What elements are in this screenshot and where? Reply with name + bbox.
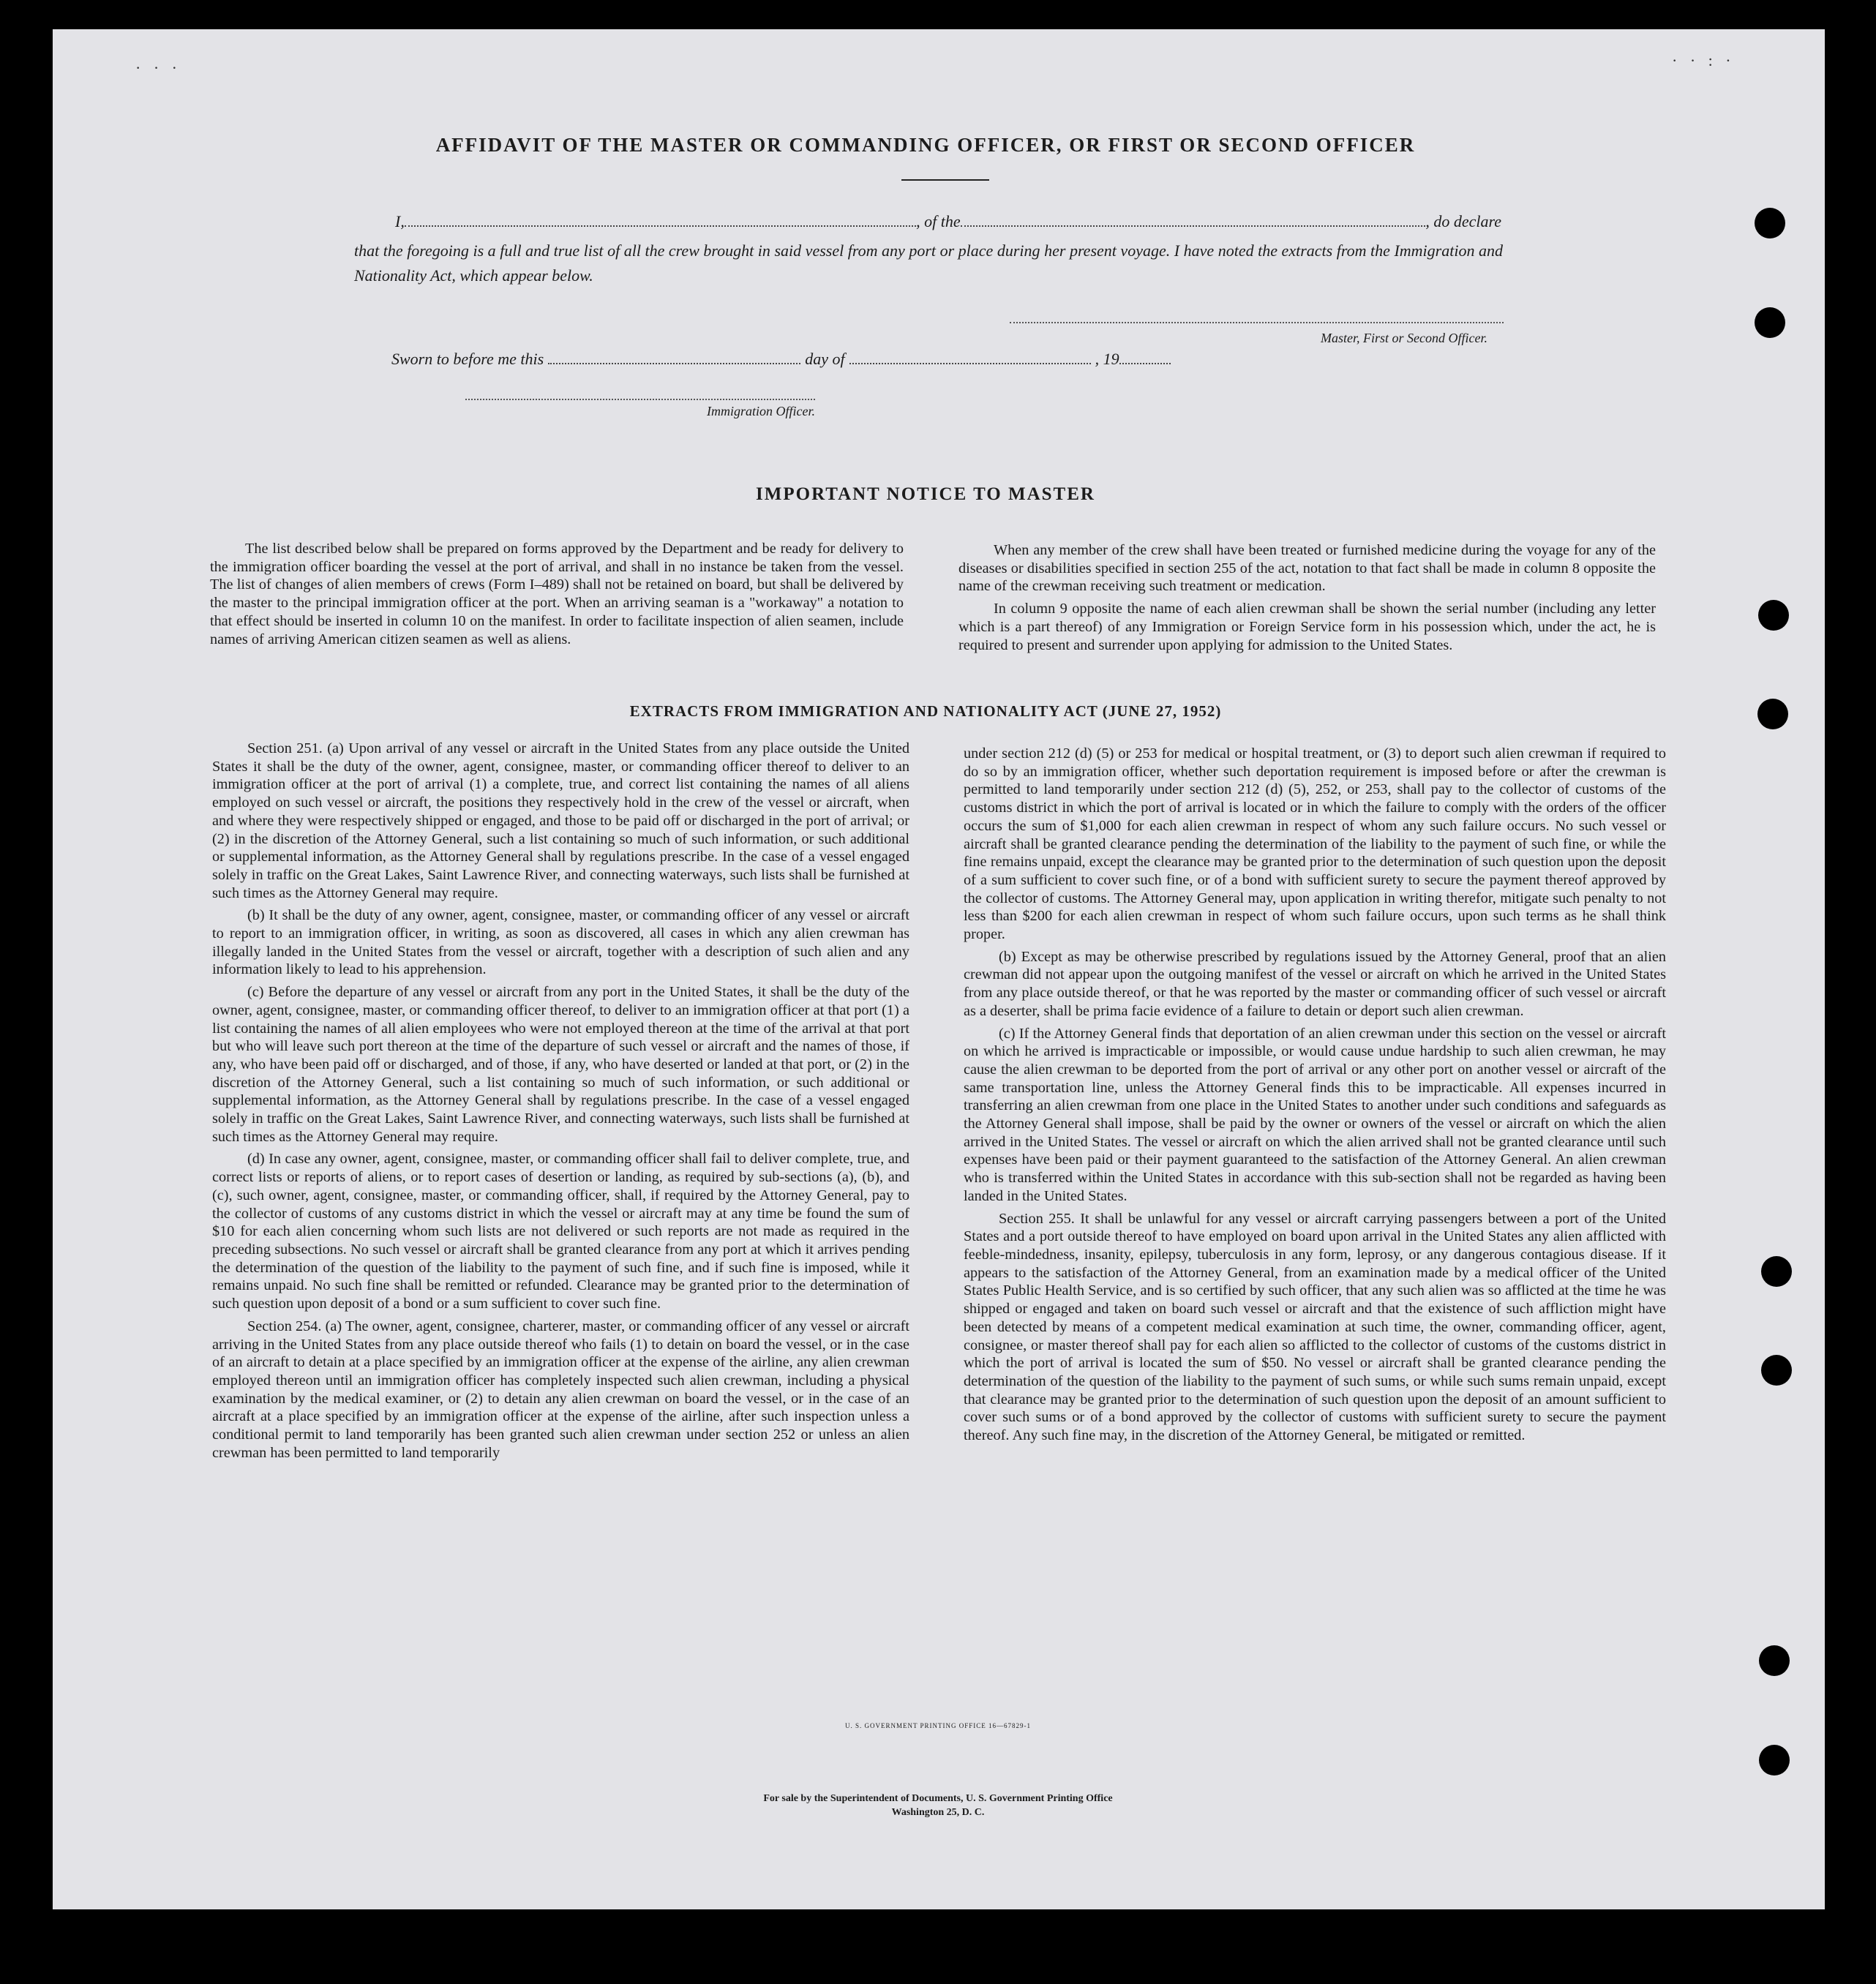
day-of: day of bbox=[805, 350, 845, 368]
extracts-title: EXTRACTS FROM IMMIGRATION AND NATIONALITY ACT (JUNE 27, 1952) bbox=[629, 702, 1222, 720]
declare-of-the: , of the bbox=[916, 212, 961, 230]
punch-hole bbox=[1758, 600, 1789, 631]
punch-hole bbox=[1761, 1256, 1792, 1287]
scan-specks: · · : · bbox=[1672, 51, 1736, 69]
punch-hole bbox=[1755, 208, 1785, 238]
declare-end: , do declare bbox=[1425, 212, 1501, 230]
day-blank[interactable] bbox=[548, 350, 800, 364]
notice-paragraph: When any member of the crew shall have been treated or furnished medicine during the voyage for any of the diseases or disabilities specified in section 255 of the act, notation to that fact shall be made in column 8 opposite the name of the crewman receiving such treatment or medication. bbox=[958, 542, 1656, 595]
notice-right-column bbox=[958, 541, 1656, 658]
punch-hole bbox=[1759, 1745, 1790, 1776]
master-signature-line[interactable] bbox=[1010, 322, 1504, 323]
title-underline bbox=[901, 179, 989, 181]
section-251-c: (c) Before the departure of any vessel or aircraft from any port in the United States, it shall be the duty of the owner, agent, consignee, master, or commanding officer thereof, to deliver to an immigration officer at that port (1) a list containing the names of all alien employees who were not employed thereon at the time of the arrival at that port but who will leave such port thereon at the time of the departure of such vessel or aircraft and the names of those, if any, who have been paid off or discharged, and of those, if any, who have deserted or landed at that port, or (2) in the discretion of the Attorney General, such a list containing so much of such information, or such additional or supplemental information, as the Attorney General shall by regulations prescribe. In the case of a vessel engaged solely in traffic on the Great Lakes, Saint Lawrence River, and connecting waterways, such lists shall be furnished at such times as the Attorney General may require. bbox=[212, 984, 909, 1145]
foregoing-statement: that the foregoing is a full and true list of all the crew brought in said vessel from any port or place during her present voyage. I have noted the extracts from the Immigration and Nationality Act, which appear below. bbox=[354, 241, 1503, 285]
extracts-left-column bbox=[212, 740, 909, 1466]
affidavit-title: AFFIDAVIT OF THE MASTER OR COMMANDING OFFICER, OR FIRST OR SECOND OFFICER bbox=[435, 134, 1416, 156]
section-254-b: (b) Except as may be otherwise prescribed by regulations issued by the Attorney General, proof that an alien crewman did not appear upon the outgoing manifest of the vessel or aircraft on which he arrived in the United States from any place outside thereof, or that he was reported by the master or commanding officer of such vessel or aircraft as a deserter, shall be prima facie evidence of a failure to detain or deport such alien crewman. bbox=[964, 948, 1666, 1019]
notice-paragraph: In column 9 opposite the name of each alien crewman shall be shown the serial number (including any letter which is a part thereof) of any Immigration or Foreign Service form in his possession which, under the act, he is required to present and surrender upon applying for admission to the United States. bbox=[958, 601, 1656, 653]
declare-line bbox=[395, 212, 1501, 231]
sworn-line bbox=[391, 350, 1226, 369]
year-prefix: , 19 bbox=[1095, 350, 1119, 368]
vessel-blank[interactable] bbox=[961, 212, 1426, 227]
punch-hole bbox=[1755, 307, 1785, 338]
immigration-officer-label: Immigration Officer. bbox=[707, 404, 815, 418]
immigration-officer-signature-line[interactable] bbox=[465, 399, 815, 400]
name-blank[interactable] bbox=[405, 212, 916, 227]
year-blank[interactable] bbox=[1119, 350, 1171, 364]
section-254-a: Section 254. (a) The owner, agent, consignee, charterer, master, or commanding officer of any vessel or aircraft arriving in the United States from any place outside thereof who fails (1) to detain on board the vessel, or in the case of an aircraft to detain at a place specified by an immigration officer at the expense of the airline, any alien crewman employed thereon until an immigration officer has completely inspected such alien crewman, including a physical examination by the medical examiner, or (2) to detain any alien crewman on board the vessel, or in the case of an aircraft at a place specified by an immigration officer at the expense of the airline, after such inspection unless a conditional permit to land temporarily has been granted such alien crewman under section 252 or unless an alien crewman has been permitted to land temporarily bbox=[212, 1318, 909, 1461]
section-254-c: (c) If the Attorney General finds that deportation of an alien crewman under this section on the vessel or aircraft on which he arrived is impracticable or impossible, or would cause undue hardship to such alien crewman, he may cause the alien crewman to be deported from the port of arrival or any other port on another vessel or aircraft of the same transportation line, unless the Attorney General finds this to be impracticable. All expenses incurred in transferring an alien crewman from one place in the United States to another under such conditions and safeguards as the Attorney General shall impose, shall be paid by the owner or owners of the vessel or aircraft on which the alien arrived in the United States. The vessel or aircraft on which the alien arrived shall not be granted clearance until such expenses have been paid or their payment guaranteed to the satisfaction of the Attorney General. An alien crewman who is transferred within the United States in accordance with this sub-section shall not be regarded as having been landed in the United States. bbox=[964, 1025, 1666, 1204]
printing-office-line: U. S. GOVERNMENT PRINTING OFFICE 16—67829-1 bbox=[844, 1722, 1032, 1729]
section-254-a-continued: under section 212 (d) (5) or 253 for medical or hospital treatment, or (3) to deport such alien crewman if required to do so by an immigration officer, whether such deportation requirement is imposed before or after the crewman is permitted to land temporarily under section 212 (d) (5), 252, or 253, shall pay to the collector of customs of the customs district in which the port of arrival is located or in which the failure to comply with the orders of the officer occurs the sum of $1,000 for each alien crewman in respect of whom any such failure occurs. No such vessel or aircraft shall be granted clearance pending the determination of the liability to the payment of such fine, or while the fine remains unpaid, except the clearance may be granted prior to the determination of such question upon the deposit of a sum sufficient to cover such fine, or of a bond with sufficient surety to secure the payment thereof approved by the collector of customs. The Attorney General may, upon application in writing therefor, mitigate such penalty to not less than $200 for each alien crewman in respect of whom such failure occurs, upon such terms as he shall think proper. bbox=[964, 745, 1666, 943]
section-251-d: (d) In case any owner, agent, consignee, master, or commanding officer shall fail to deliver complete, true, and correct lists or reports of aliens, or to report cases of desertion or landing, as required by sub-sections (a), (b), and (c), such owner, agent, consignee, master, or commanding officer, shall, if required by the Attorney General, pay to the collector of customs of any customs district in which the vessel or aircraft may at any time be found the sum of $10 for each alien concerning whom such lists are not delivered or such reports are not made as required in the preceding subsections. No such vessel or aircraft shall be granted clearance from any port at which it arrives pending the determination of the question of the liability to the payment of such fine, and if such fine is imposed, while it remains unpaid. No such fine shall be remitted or refunded. Clearance may be granted prior to the determination of such question upon deposit of a bond or a sum sufficient to cover such fine. bbox=[212, 1151, 909, 1312]
notice-paragraph: The list described below shall be prepared on forms approved by the Department and be ready for delivery to the immigration officer boarding the vessel at the port of arrival, and shall in no instance be taken from the vessel. The list of changes of alien members of crews (Form I–489) shall not be retained on board, but shall be delivered by the master to the principal immigration officer at the port. When an arriving seaman is a "workaway" a notation to that effect should be inserted in column 10 on the manifest. In order to facilitate inspection of alien seamen, include names of arriving American citizen seamen as well as aliens. bbox=[210, 541, 904, 647]
punch-hole bbox=[1759, 1645, 1790, 1676]
month-blank[interactable] bbox=[849, 350, 1091, 364]
punch-hole bbox=[1761, 1355, 1792, 1386]
sworn-prefix: Sworn to before me this bbox=[391, 350, 544, 368]
master-label: Master, First or Second Officer. bbox=[1321, 331, 1487, 345]
for-sale-line-2: Washington 25, D. C. bbox=[891, 1807, 985, 1818]
section-251-a: Section 251. (a) Upon arrival of any vessel or aircraft in the United States from any place outside the United States it shall be the duty of the owner, agent, consignee, master, or commanding officer thereof to deliver to an immigration officer at the port of arrival (1) a complete, true, and correct list containing the names of all aliens employed on such vessel or aircraft, the positions they respectively hold in the crew of the vessel or aircraft, when and where they were respectively shipped or engaged, and those to be paid off or discharged in the port of arrival; or (2) in the discretion of the Attorney General, such a list containing so much of such information, or such additional or supplemental information, as the Attorney General shall by regulations prescribe. In the case of a vessel engaged solely in traffic on the Great Lakes, Saint Lawrence River, and connecting waterways, such lists shall be furnished at such times as the Attorney General may require. bbox=[212, 740, 909, 901]
section-255: Section 255. It shall be unlawful for any vessel or aircraft carrying passengers between a port of the United States and a port outside thereof to have employed on board upon arrival in the United States any alien afflicted with feeble-mindedness, insanity, epilepsy, tuberculosis in any form, leprosy, or any dangerous contagious disease. If it appears to the satisfaction of the Attorney General, from an examination made by a medical officer of the United States Public Health Service, and is so certified by such officer, that any such alien was so afflicted at the time he was shipped or engaged and taken on board such vessel or aircraft and that the existence of such affliction might have been detected by means of a competent medical examination at such time, the owner, commanding officer, agent, consignee, or master thereof shall pay for each alien so afflicted to the collector of customs of the customs district in which the port of arrival is located the sum of $50. No vessel or aircraft shall be granted clearance pending the determination of the question of the liability to the payment of such sums, or while such sums remain unpaid, except that clearance may be granted prior to the determination of such question upon the deposit of an amount sufficient to cover such sums or of a bond approved by the collector of customs with sufficient surety to secure the payment thereof. Any such fine may, in the discretion of the Attorney General, be mitigated or remitted. bbox=[964, 1210, 1666, 1444]
extracts-right-column bbox=[964, 745, 1666, 1449]
for-sale-line-1: For sale by the Superintendent of Documents, U. S. Government Printing Office bbox=[763, 1793, 1113, 1804]
notice-left-column bbox=[210, 540, 904, 653]
for-sale-notice bbox=[0, 1792, 1876, 1819]
declare-start: I, bbox=[395, 212, 405, 230]
section-251-b: (b) It shall be the duty of any owner, agent, consignee, master, or commanding officer of any vessel or aircraft to report to an immigration officer, in writing, as soon as discovered, all cases in which any alien crewman has illegally landed in the United States from the vessel or aircraft, together with a description of such alien and any information likely to lead to his apprehension. bbox=[212, 907, 909, 978]
scan-specks: · · · bbox=[135, 59, 181, 77]
notice-title: IMPORTANT NOTICE TO MASTER bbox=[756, 484, 1095, 504]
